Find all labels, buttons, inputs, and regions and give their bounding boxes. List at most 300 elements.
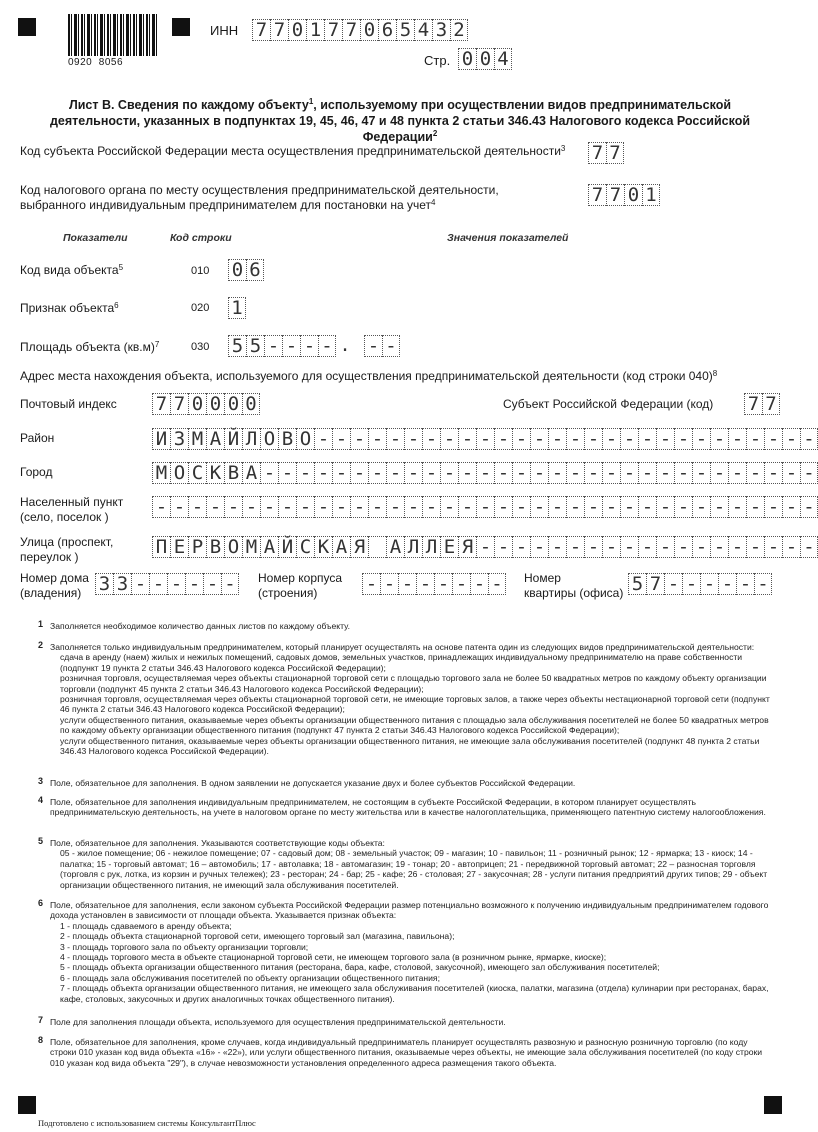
corner-mark-top-center — [172, 18, 190, 36]
street-label-line1: Улица (проспект, — [20, 535, 114, 549]
form-cell: - — [566, 496, 584, 518]
form-cell: - — [620, 428, 638, 450]
form-cell — [368, 536, 386, 558]
footnote-1-number: 1 — [38, 619, 44, 629]
footnote-1 — [38, 621, 776, 631]
form-cell: - — [364, 335, 382, 357]
footnote-8-text: Поле, обязательное для заполнения, кроме случаев, когда индивидуальный предприниматель планирует осуществлять развозную и разносную розничную торговлю (по коду строки 010 указан код вида объекта «16» - «22»), или услуги общественного питания, оказываемые через объекты, не имеющие зала обслуживания посетителей (по коду строки 010 указан код вида объекта "29"), в случае невозможности установления определенного адреса размещения такого объекта. — [50, 1037, 763, 1068]
form-cell: - — [314, 462, 332, 484]
form-cell: - — [728, 536, 746, 558]
form-cell: Е — [170, 536, 188, 558]
form-cell: - — [404, 428, 422, 450]
form-cell: - — [638, 496, 656, 518]
form-cell: - — [656, 428, 674, 450]
footnote-5-body: 05 - жилое помещение; 06 - нежилое помещение; 07 - садовый дом; 08 - земельный участок; 09 - магазин; 10 - павильон; 11 - розничный рынок; 12 - ярмарка; 13 - киоск; 14 - палатка; 15 - торговый автомат; 16 – автомобиль; 17 - автолавка; 18 - автомагазин; 19 - тонар; 20 - автоприцеп; 21 - передвижной торговый автомат; 22 – разносная торговля (торговля с рук, лотка, из корзин и ручных тележек); 23 - ресторан; 24 - бар; 25 - кафе; 26 - столовая; 27 - закусочная; 28 - услуги питания предприятий других типов; 29 - объект организации общественного питания, не имеющий зала обслуживания посетителей. — [60, 848, 768, 890]
form-cell: - — [512, 462, 530, 484]
form-cell: Р — [188, 536, 206, 558]
locality-label-line1: Населенный пункт — [20, 495, 124, 509]
form-cell: - — [764, 536, 782, 558]
form-cell: - — [530, 462, 548, 484]
form-cell: - — [620, 462, 638, 484]
form-cell: - — [314, 496, 332, 518]
form-cell: - — [764, 462, 782, 484]
footnote-4 — [38, 797, 776, 818]
form-cell: В — [224, 462, 242, 484]
form-cell: - — [170, 496, 188, 518]
footnote-6-item: 3 - площадь торгового зала по объекту организации торговли; — [60, 941, 309, 952]
form-cell: 7 — [588, 142, 606, 164]
form-cell: 7 — [270, 19, 288, 41]
house-number-field[interactable] — [95, 573, 239, 595]
column-values: Значения показателей — [447, 232, 569, 244]
form-cell: 5 — [396, 19, 414, 41]
form-cell: Е — [440, 536, 458, 558]
form-cell: - — [710, 536, 728, 558]
title-line1: Лист В. Сведения по каждому объекту — [68, 98, 309, 112]
form-cell: - — [185, 573, 203, 595]
form-cell: - — [638, 428, 656, 450]
subject-label: Субъект Российской Федерации (код) — [503, 397, 714, 411]
area-field[interactable] — [228, 335, 336, 357]
flat-number-field[interactable] — [628, 573, 772, 595]
region-code-field[interactable] — [588, 142, 624, 164]
form-cell: - — [782, 462, 800, 484]
form-cell: - — [782, 428, 800, 450]
form-cell: - — [584, 496, 602, 518]
footnote-8-number: 8 — [38, 1035, 44, 1045]
form-cell: - — [368, 428, 386, 450]
footnote-2-number: 2 — [38, 640, 44, 650]
tax-office-sup: 4 — [431, 198, 436, 207]
form-cell: - — [440, 462, 458, 484]
footnote-6-item: 6 - площадь зала обслуживания посетителей по объекту организации общественного питания; — [60, 972, 440, 983]
form-cell: - — [332, 462, 350, 484]
form-cell: - — [692, 462, 710, 484]
form-cell: - — [476, 428, 494, 450]
form-cell: - — [398, 573, 416, 595]
form-cell: - — [566, 462, 584, 484]
house-label — [20, 571, 89, 601]
address-heading-sup: 8 — [712, 369, 718, 378]
footnote-6-number: 6 — [38, 898, 44, 908]
form-cell: - — [404, 462, 422, 484]
column-line-code: Код строки — [170, 232, 232, 244]
house-label-line1: Номер дома — [20, 571, 89, 585]
form-cell: 7 — [324, 19, 342, 41]
form-cell: 7 — [152, 393, 170, 415]
form-cell: - — [746, 536, 764, 558]
form-cell: - — [566, 428, 584, 450]
form-cell: Й — [278, 536, 296, 558]
form-cell: - — [584, 428, 602, 450]
area-label — [20, 340, 159, 355]
city-label: Город — [20, 465, 53, 479]
form-cell: - — [440, 496, 458, 518]
form-cell: 0 — [360, 19, 378, 41]
form-cell: Я — [458, 536, 476, 558]
postal-code-field[interactable] — [152, 393, 260, 415]
footnote-5-number: 5 — [38, 836, 44, 846]
region-code-label-text: Код субъекта Российской Федерации места осуществления предпринимательской деятельности — [20, 144, 561, 158]
building-label-line2: (строения) — [258, 586, 318, 600]
form-cell: - — [512, 536, 530, 558]
form-cell: 4 — [414, 19, 432, 41]
object-type-sup: 5 — [118, 263, 124, 272]
form-cell: - — [674, 428, 692, 450]
locality-label — [20, 495, 123, 525]
footnote-6-item: 1 - площадь сдаваемого в аренду объекта; — [60, 920, 232, 931]
form-cell: 7 — [252, 19, 270, 41]
form-cell: З — [170, 428, 188, 450]
form-cell: - — [736, 573, 754, 595]
form-cell: - — [380, 573, 398, 595]
form-cell: В — [278, 428, 296, 450]
form-cell: - — [416, 573, 434, 595]
house-label-line2: (владения) — [20, 586, 82, 600]
footnote-2-item: розничная торговля, осуществляемая через объекты стационарной торговой сети с площадью торгового зала не более 50 квадратных метров по каждому объекту организации торговли (подпункт 45 пункта 2 статьи 346.43 Налогового кодекса Российской Федерации); — [60, 673, 767, 694]
flat-label-line2: квартиры (офиса) — [524, 586, 624, 600]
form-cell: - — [368, 496, 386, 518]
footnote-3-number: 3 — [38, 776, 44, 786]
form-cell: И — [152, 428, 170, 450]
form-cell: 0 — [224, 393, 242, 415]
form-cell: - — [746, 462, 764, 484]
postal-label: Почтовый индекс — [20, 397, 117, 411]
form-cell: - — [404, 496, 422, 518]
footnote-2 — [38, 642, 776, 756]
form-cell: М — [242, 536, 260, 558]
form-cell: - — [692, 536, 710, 558]
footnote-6-item: 5 - площадь объекта организации общественного питания (ресторана, бара, кафе, столовой, закусочной), имеющего зал обслуживания посетителей; — [60, 962, 660, 973]
form-cell: - — [656, 462, 674, 484]
tax-office-field[interactable] — [588, 184, 660, 206]
form-cell: - — [800, 462, 818, 484]
area-code: 030 — [191, 341, 210, 353]
form-cell: Л — [242, 428, 260, 450]
form-cell: - — [746, 496, 764, 518]
form-cell: - — [494, 462, 512, 484]
form-cell: 5 — [628, 573, 646, 595]
form-cell: - — [224, 496, 242, 518]
region-code-label — [20, 144, 565, 159]
form-cell: 0 — [288, 19, 306, 41]
district-field[interactable] — [152, 428, 818, 450]
form-cell: С — [296, 536, 314, 558]
form-cell: 6 — [246, 259, 264, 281]
form-cell: - — [728, 462, 746, 484]
form-cell: - — [638, 462, 656, 484]
footnote-7-text: Поле для заполнения площади объекта, используемого для осуществления предпринимательской деятельности. — [50, 1017, 506, 1027]
footnote-6-item: 7 - площадь объекта организации общественного питания, не имеющего зала обслуживания посетителей (киоска, палатки, магазина (отдела) кулинарии при ресторанах, барах, кафе, столовых, закусочных и других аналогичных точках общественного питания). — [60, 983, 769, 1004]
object-sign-label — [20, 301, 119, 316]
area-sup: 7 — [154, 340, 160, 349]
footnote-7 — [38, 1017, 776, 1027]
form-cell: - — [754, 573, 772, 595]
form-cell: - — [692, 428, 710, 450]
form-cell: - — [242, 496, 260, 518]
form-cell: - — [203, 573, 221, 595]
form-cell: - — [382, 335, 400, 357]
form-cell: - — [728, 496, 746, 518]
form-cell: - — [494, 428, 512, 450]
region-code-sup: 3 — [560, 144, 566, 153]
object-sign-code: 020 — [191, 302, 210, 314]
form-cell: - — [494, 536, 512, 558]
title-sup1: 1 — [308, 97, 314, 106]
form-cell: 3 — [432, 19, 450, 41]
object-sign-field[interactable] — [228, 297, 246, 319]
form-cell: - — [718, 573, 736, 595]
form-cell: - — [332, 496, 350, 518]
footnote-3 — [38, 778, 776, 788]
title-sup2: 2 — [432, 129, 438, 138]
form-cell: 5 — [228, 335, 246, 357]
form-cell: - — [674, 496, 692, 518]
locality-field[interactable] — [152, 496, 818, 518]
form-cell: - — [710, 462, 728, 484]
form-cell: К — [314, 536, 332, 558]
form-cell: - — [530, 536, 548, 558]
form-cell: - — [620, 536, 638, 558]
street-field[interactable] — [152, 536, 818, 558]
form-cell: А — [332, 536, 350, 558]
title-line2: деятельности, указанных в подпунктах 19, 45, 46, 47 и 48 пункта 2 статьи 346.43 Налогового кодекса Российской Федерации — [49, 114, 751, 144]
form-cell: - — [476, 462, 494, 484]
subject-code-field[interactable] — [744, 393, 780, 415]
form-cell: О — [224, 536, 242, 558]
form-cell: - — [386, 496, 404, 518]
form-cell: - — [494, 496, 512, 518]
form-cell: 0 — [206, 393, 224, 415]
footnote-8 — [38, 1037, 776, 1068]
form-cell: - — [458, 428, 476, 450]
form-cell: - — [548, 496, 566, 518]
form-cell: 0 — [476, 48, 494, 70]
form-cell: 0 — [188, 393, 206, 415]
form-cell: - — [728, 428, 746, 450]
object-type-field[interactable] — [228, 259, 264, 281]
form-cell: 1 — [642, 184, 660, 206]
form-cell: - — [548, 536, 566, 558]
form-cell: - — [800, 496, 818, 518]
form-cell: - — [584, 536, 602, 558]
inn-label: ИНН — [210, 23, 239, 38]
form-cell: 3 — [95, 573, 113, 595]
street-label — [20, 535, 113, 565]
form-cell: - — [278, 496, 296, 518]
footnote-3-text: Поле, обязательное для заполнения. В одном заявлении не допускается указание двух и более субъектов Российской Федерации. — [50, 778, 576, 788]
flat-label — [524, 571, 623, 601]
barcode-image — [68, 14, 158, 56]
flat-label-line1: Номер — [524, 571, 561, 585]
footnote-2-head: Заполняется только индивидуальным предпринимателем, который планирует осуществлять на основе патента один из следующих видов предпринимательской деятельности: — [50, 642, 755, 652]
form-cell: - — [602, 536, 620, 558]
form-cell: - — [512, 428, 530, 450]
street-label-line2: переулок ) — [20, 550, 79, 564]
form-cell: - — [674, 536, 692, 558]
form-cell: 7 — [744, 393, 762, 415]
object-sign-sup: 6 — [114, 301, 119, 310]
form-cell: - — [602, 496, 620, 518]
form-cell: - — [656, 536, 674, 558]
form-cell: - — [434, 573, 452, 595]
form-cell: - — [260, 462, 278, 484]
form-cell: 0 — [624, 184, 642, 206]
form-cell: - — [422, 462, 440, 484]
form-cell: - — [188, 496, 206, 518]
form-cell: - — [318, 335, 336, 357]
form-cell: - — [167, 573, 185, 595]
barcode-number: 0920 8056 — [68, 57, 124, 68]
form-cell: - — [350, 462, 368, 484]
column-indicators: Показатели — [63, 232, 128, 244]
form-cell: - — [470, 573, 488, 595]
footnote-5 — [38, 838, 776, 890]
form-cell: 7 — [646, 573, 664, 595]
form-cell: - — [149, 573, 167, 595]
form-cell: П — [152, 536, 170, 558]
footnote-2-item: сдача в аренду (наем) жилых и нежилых помещений, садовых домов, земельных участков, принадлежащих индивидуальному предпринимателю на праве собственности (подпункт 19 пункта 2 статьи 346.43 Налогового кодекса Российской Федерации); — [60, 652, 743, 673]
form-cell: - — [782, 496, 800, 518]
form-cell: А — [386, 536, 404, 558]
title-line1-rest: , используемому при осуществлении видов предпринимательской — [313, 98, 732, 112]
form-cell: А — [242, 462, 260, 484]
form-cell: - — [422, 428, 440, 450]
footnote-2-item: услуги общественного питания, оказываемые через объекты организации общественного питания, не имеющие зала обслуживания посетителей (подпункт 48 пункта 2 статьи 346.43 Налогового кодекса Российской Федерации). — [60, 735, 760, 757]
inn-field[interactable] — [252, 19, 468, 41]
form-cell: Й — [224, 428, 242, 450]
footnote-5-head: Поле, обязательное для заполнения. Указываются соответствующие коды объекта: — [50, 838, 385, 848]
form-cell: - — [362, 573, 380, 595]
object-sign-label-text: Признак объекта — [20, 301, 115, 315]
form-cell: 0 — [228, 259, 246, 281]
footer-prepared-with: Подготовлено с использованием системы КонсультантПлюс — [38, 1118, 256, 1128]
form-cell: 0 — [242, 393, 260, 415]
form-cell: С — [188, 462, 206, 484]
page-label: Стр. — [424, 53, 451, 68]
page-number-field[interactable] — [458, 48, 512, 70]
object-type-code: 010 — [191, 265, 210, 277]
form-cell: О — [170, 462, 188, 484]
form-cell: А — [206, 428, 224, 450]
form-cell: - — [548, 428, 566, 450]
form-cell: - — [458, 496, 476, 518]
form-cell: Л — [422, 536, 440, 558]
footnote-6-item: 4 - площадь торгового места в объекте стационарной торговой сети, не имеющем торгового зала (в розничном рынке, ярмарке, киоске); — [60, 952, 607, 963]
district-label: Район — [20, 431, 55, 445]
form-cell: - — [131, 573, 149, 595]
footnote-6-item: 2 - площадь объекта стационарной торговой сети, имеющего торговый зал (магазина, павильона); — [60, 931, 455, 942]
form-cell: - — [488, 573, 506, 595]
form-cell: - — [476, 496, 494, 518]
form-cell: - — [548, 462, 566, 484]
form-cell: - — [314, 428, 332, 450]
form-cell: 3 — [113, 573, 131, 595]
form-cell: - — [296, 496, 314, 518]
city-field[interactable] — [152, 462, 818, 484]
tax-office-label-line2: выбранного индивидуальным предпринимателем для постановки на учет — [20, 198, 432, 212]
tax-office-label — [20, 183, 499, 213]
form-cell: - — [746, 428, 764, 450]
footnote-4-number: 4 — [38, 795, 44, 805]
corner-mark-top-left — [18, 18, 36, 36]
form-cell: - — [152, 496, 170, 518]
form-cell: 7 — [606, 142, 624, 164]
form-cell: - — [350, 428, 368, 450]
form-cell: 4 — [494, 48, 512, 70]
form-cell: - — [476, 536, 494, 558]
form-cell: - — [682, 573, 700, 595]
form-cell: 7 — [342, 19, 360, 41]
form-cell: 5 — [246, 335, 264, 357]
form-cell: - — [656, 496, 674, 518]
form-cell: 7 — [588, 184, 606, 206]
form-cell: - — [296, 462, 314, 484]
form-cell: - — [264, 335, 282, 357]
form-cell: - — [221, 573, 239, 595]
form-cell: - — [386, 462, 404, 484]
sheet-title — [40, 97, 760, 145]
form-cell: - — [566, 536, 584, 558]
form-cell: - — [764, 496, 782, 518]
form-cell: О — [260, 428, 278, 450]
building-label-line1: Номер корпуса — [258, 571, 343, 585]
building-label — [258, 571, 342, 601]
form-cell: - — [440, 428, 458, 450]
form-cell: - — [386, 428, 404, 450]
object-type-label — [20, 263, 123, 278]
form-cell: - — [800, 536, 818, 558]
form-cell: 1 — [306, 19, 324, 41]
form-cell: - — [692, 496, 710, 518]
form-cell: - — [260, 496, 278, 518]
object-type-label-text: Код вида объекта — [20, 263, 119, 277]
form-cell: 7 — [170, 393, 188, 415]
form-cell: 0 — [458, 48, 476, 70]
form-cell: Л — [404, 536, 422, 558]
form-cell: М — [152, 462, 170, 484]
form-cell: - — [620, 496, 638, 518]
form-cell: - — [602, 428, 620, 450]
form-cell: - — [452, 573, 470, 595]
footnote-4-text: Поле, обязательное для заполнения индивидуальным предпринимателем, не состоящим в субъекте Российской Федерации, в котором планирует осуществлять предпринимательскую деятельность, на учете в налоговом органе по месту жительства или в качестве налогоплательщика, применяющего патентную систему налогообложения. — [50, 797, 766, 818]
area-decimals-field[interactable] — [364, 335, 400, 357]
tax-office-label-line1: Код налогового органа по месту осуществления предпринимательской деятельности, — [20, 183, 499, 197]
building-number-field[interactable] — [362, 573, 506, 595]
form-cell: О — [296, 428, 314, 450]
form-cell: - — [422, 496, 440, 518]
form-cell: - — [710, 428, 728, 450]
form-cell: - — [282, 335, 300, 357]
address-heading-text: Адрес места нахождения объекта, используемого для осуществления предпринимательской деятельности (код строки 040) — [20, 369, 713, 383]
form-cell: В — [206, 536, 224, 558]
address-heading — [20, 369, 717, 384]
form-cell: Я — [350, 536, 368, 558]
form-cell: А — [260, 536, 278, 558]
form-cell: - — [710, 496, 728, 518]
form-cell: - — [638, 536, 656, 558]
form-cell: 7 — [606, 184, 624, 206]
footnote-7-number: 7 — [38, 1015, 44, 1025]
form-cell: 2 — [450, 19, 468, 41]
form-cell: - — [782, 536, 800, 558]
locality-label-line2: (село, поселок ) — [20, 510, 109, 524]
corner-mark-bottom-right — [764, 1096, 782, 1114]
footnote-6-head: Поле, обязательное для заполнения, если законом субъекта Российской Федерации размер потенциально возможного к получению индивидуальным предпринимателем годового дохода установлен в зависимости от площади объекта. Указывается признак объекта: — [50, 900, 769, 921]
form-cell: 7 — [762, 393, 780, 415]
area-label-text: Площадь объекта (кв.м) — [20, 340, 155, 354]
form-cell: - — [530, 428, 548, 450]
